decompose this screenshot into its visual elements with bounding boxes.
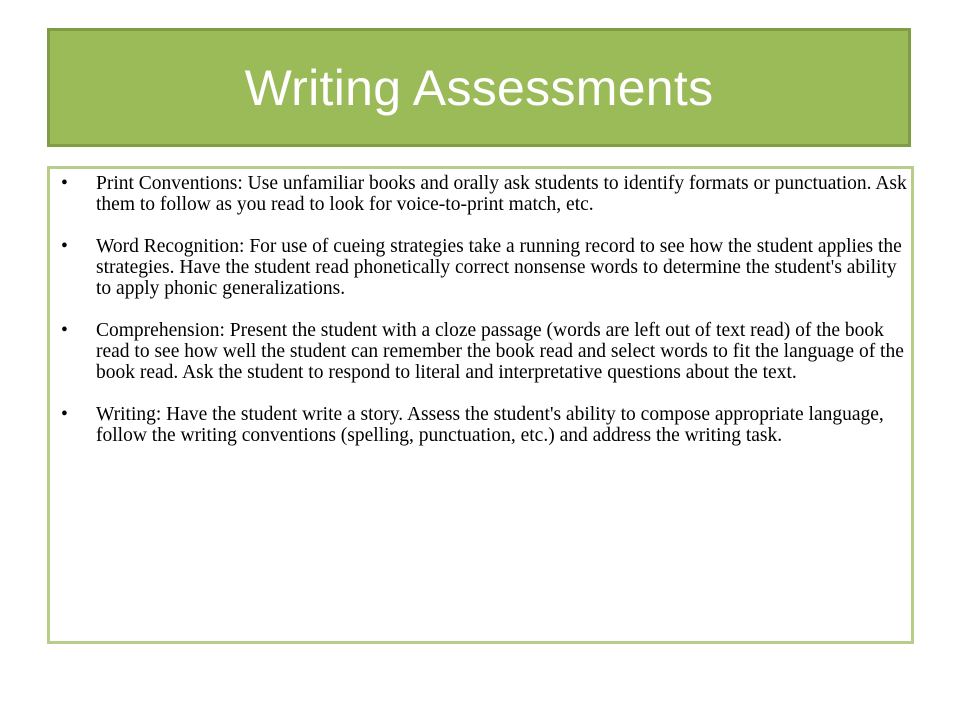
bullet-icon: •	[61, 404, 68, 425]
bullet-item-writing	[60, 404, 910, 446]
bullet-icon: •	[61, 236, 68, 257]
bullet-icon: •	[61, 320, 68, 341]
bullet-text: Print Conventions: Use unfamiliar books and orally ask students to identify formats or punctuation. Ask them to follow as you read to look for voice-to-print match, etc.	[96, 173, 907, 215]
bullet-text: Comprehension: Present the student with a cloze passage (words are left out of text read) of the book read to see how well the student can remember the book read and select words to fit the language of the book read. Ask the student to respond to literal and interpretative questions about the text.	[96, 320, 904, 383]
bullet-list	[60, 173, 910, 467]
bullet-item-comprehension	[60, 320, 910, 383]
bullet-item-print-conventions	[60, 173, 910, 215]
bullet-icon: •	[61, 173, 68, 194]
bullet-text: Word Recognition: For use of cueing strategies take a running record to see how the student applies the strategies. Have the student read phonetically correct nonsense words to determine the student's ability to apply phonic generalizations.	[96, 236, 902, 299]
title-banner	[47, 28, 911, 147]
content-placeholder	[47, 166, 914, 644]
slide-title: Writing Assessments	[244, 59, 714, 116]
bullet-item-word-recognition	[60, 236, 910, 299]
bullet-text: Writing: Have the student write a story. Assess the student's ability to compose appropriate language, follow the writing conventions (spelling, punctuation, etc.) and address the writing task.	[96, 404, 884, 446]
